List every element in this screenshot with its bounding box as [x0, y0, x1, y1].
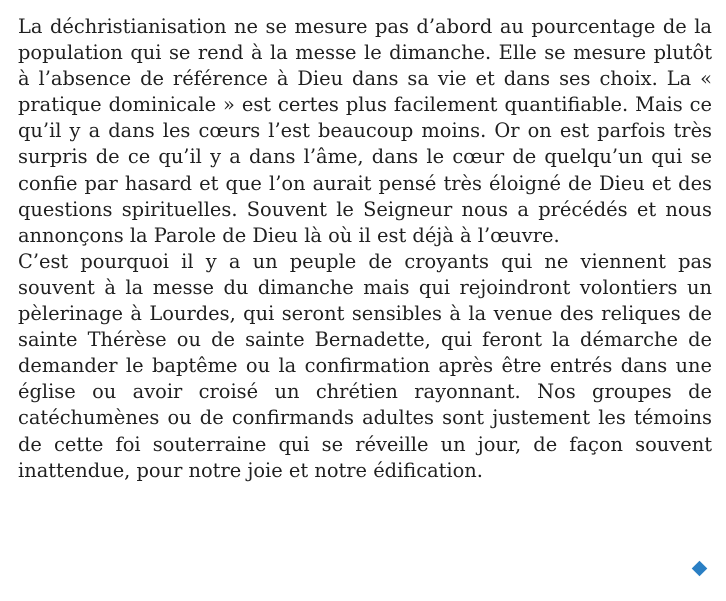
end-of-article-diamond-icon: [692, 561, 708, 577]
paragraph-1: La déchristianisation ne se mesure pas d’abord au pourcentage de la population qui se rend à la messe le dimanche. Elle se mesure plutôt à l’absence de référence à Dieu dans sa vie et dans ses choix. La « pratique dominicale » est certes plus facilement quantifiable. Mais ce qu’il y a dans les cœurs l’est beaucoup moins. Or on est parfois très surpris de ce qu’il y a dans l’âme, dans le cœur de quelqu’un qui se confie par hasard et que l’on aurait pensé très éloigné de Dieu et des questions spirituelles. Souvent le Seigneur nous a précédés et nous annonçons la Parole de Dieu là où il est déjà à l’œuvre.: [18, 15, 712, 247]
paragraph-2: C’est pourquoi il y a un peuple de croyants qui ne viennent pas souvent à la messe du dimanche mais qui rejoindront volontiers un pèlerinage à Lourdes, qui seront sensibles à la venue des reliques de sainte Thérèse ou de sainte Bernadette, qui feront la démarche de demander le baptême ou la confirmation après être entrés dans une église ou avoir croisé un chrétien rayonnant. Nos groupes de catéchumènes ou de confirmands adultes sont justement les témoins de cette foi souterraine qui se réveille un jour, de façon souvent inattendue, pour notre joie et notre édification.: [18, 249, 712, 482]
article-body: [18, 14, 712, 484]
